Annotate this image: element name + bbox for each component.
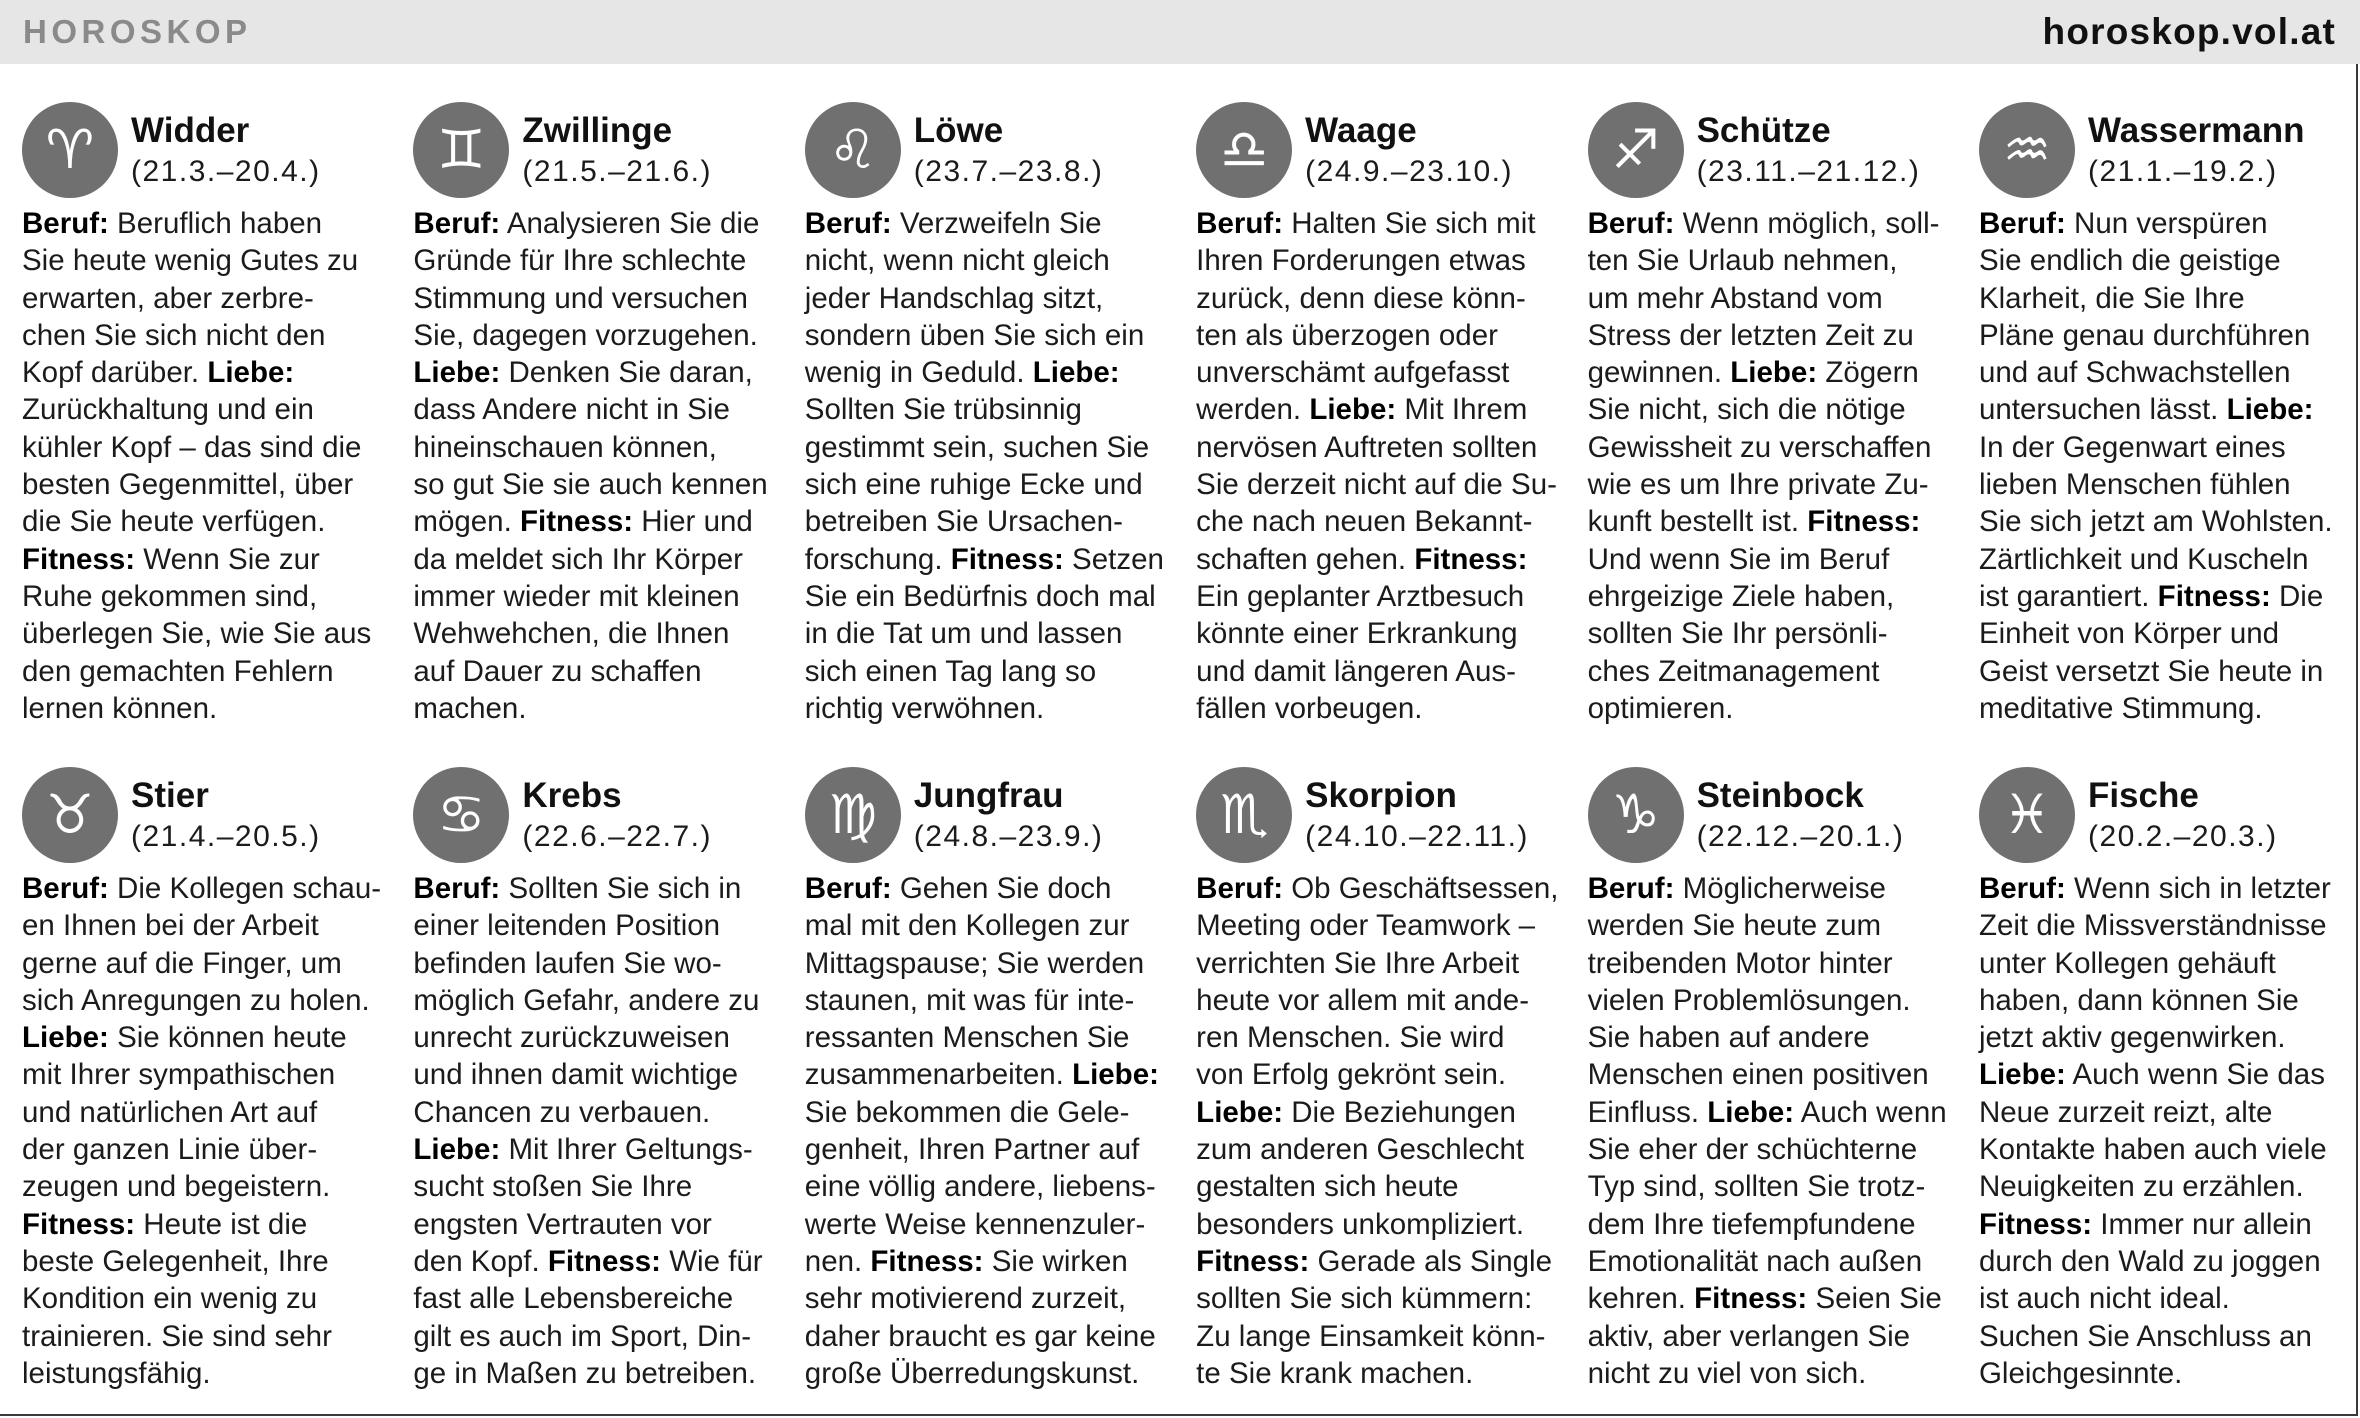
- text-line: fast alle Lebensbereiche: [413, 1282, 734, 1316]
- text-line: In der Gegenwart eines: [1978, 430, 2286, 464]
- label-fitness: Fitness:: [519, 505, 634, 539]
- text-line: Suchen Sie Anschluss an: [1978, 1319, 2312, 1353]
- text-line: Liebe: Auch wenn Sie das: [1978, 1058, 2325, 1092]
- text-line: besonders unkompliziert.: [1196, 1207, 1525, 1241]
- label-fitness: Fitness:: [1414, 542, 1528, 576]
- text-line: ist garantiert. Fitness: Die: [1978, 579, 2324, 613]
- text-line: wie es um Ihre private Zu-: [1587, 468, 1929, 502]
- label-beruf: Beruf:: [804, 207, 892, 240]
- text-line: Sie bekommen die Gele-: [804, 1095, 1130, 1129]
- text-line: haben, dann können Sie: [1978, 983, 2299, 1017]
- text-line: Liebe: Denken Sie daran,: [413, 356, 753, 390]
- text-line: gestalten sich heute: [1196, 1170, 1459, 1204]
- sign-name: Löwe: [913, 111, 1004, 150]
- text-line: gerne auf die Finger, um: [22, 946, 342, 980]
- text-line: ten als überzogen oder: [1196, 318, 1498, 352]
- text-line: Beruf: Wenn möglich, soll-: [1587, 207, 1940, 240]
- sign-name: Wassermann: [2087, 111, 2305, 150]
- text-line: immer wieder mit kleinen: [413, 579, 740, 613]
- label-liebe: Liebe:: [413, 1133, 501, 1167]
- label-fitness: Fitness:: [950, 542, 1064, 576]
- label-liebe: Liebe:: [1978, 1058, 2066, 1092]
- text-line: Kopf darüber. Liebe:: [22, 356, 295, 390]
- text-line: staunen, mit was für inte-: [804, 983, 1135, 1017]
- virgo-icon: ♍: [805, 767, 901, 863]
- label-beruf: Beruf:: [413, 872, 501, 905]
- text-line: verrichten Sie Ihre Arbeit: [1196, 946, 1520, 980]
- label-liebe: Liebe:: [207, 356, 295, 390]
- text-line: beste Gelegenheit, Ihre: [22, 1244, 329, 1278]
- text-line: gilt es auch im Sport, Din-: [413, 1319, 752, 1353]
- text-line: betreiben Sie Ursachen-: [804, 505, 1123, 539]
- text-line: richtig verwöhnen.: [804, 691, 1045, 725]
- text-line: Mittagspause; Sie werden: [804, 946, 1145, 980]
- sign-text: [22, 205, 388, 727]
- text-line: durch den Wald zu joggen: [1978, 1244, 2321, 1278]
- sign-name: Stier: [131, 776, 209, 815]
- text-line: sehr motivierend zurzeit,: [804, 1282, 1127, 1316]
- text-line: Neue zurzeit reizt, alte: [1978, 1095, 2273, 1129]
- text-line: Sie heute wenig Gutes zu: [22, 244, 359, 278]
- text-line: aktiv, aber verlangen Sie: [1587, 1319, 1911, 1353]
- gemini-icon: ♊: [413, 102, 509, 198]
- sign-text: [805, 205, 1171, 727]
- text-line: che nach neuen Bekannt-: [1196, 505, 1533, 539]
- text-line: werte Weise kennenzuler-: [804, 1207, 1146, 1241]
- text-line: Zu lange Einsamkeit könn-: [1196, 1319, 1546, 1353]
- text-line: leistungsfähig.: [22, 1356, 211, 1390]
- text-line: befinden laufen Sie wo-: [413, 946, 722, 980]
- text-line: en Ihnen bei der Arbeit: [22, 909, 319, 943]
- sign-text: [413, 870, 779, 1392]
- text-line: Beruf: Nun verspüren: [1978, 207, 2268, 240]
- text-line: Beruf: Ob Geschäftsessen,: [1196, 872, 1559, 905]
- sign-name: Schütze: [1696, 111, 1831, 150]
- text-line: ches Zeitmanagement: [1587, 654, 1880, 688]
- sign-dates: (21.1.–19.2.): [2087, 155, 2278, 188]
- text-line: Chancen zu verbauen.: [413, 1095, 711, 1129]
- text-line: sucht stoßen Sie Ihre: [413, 1170, 693, 1204]
- label-liebe: Liebe:: [1032, 356, 1120, 390]
- sign-text: [805, 870, 1171, 1392]
- text-line: Zeit die Missverständnisse: [1978, 909, 2327, 943]
- text-line: Beruf: Die Kollegen schau-: [22, 872, 382, 905]
- text-line: ehrgeizige Ziele haben,: [1587, 579, 1895, 613]
- text-line: Gewissheit zu verschaffen: [1587, 430, 1932, 464]
- text-line: machen.: [413, 691, 527, 725]
- text-line: und damit längeren Aus-: [1196, 654, 1516, 688]
- text-line: auf Dauer zu schaffen: [413, 654, 702, 688]
- taurus-icon: ♉: [22, 767, 118, 863]
- site-link[interactable]: horoskop.vol.at: [2042, 11, 2336, 52]
- label-liebe: Liebe:: [413, 356, 501, 390]
- label-fitness: Fitness:: [2157, 579, 2271, 613]
- label-beruf: Beruf:: [804, 872, 892, 905]
- text-line: ten Sie Urlaub nehmen,: [1587, 244, 1898, 278]
- text-line: nicht zu viel von sich.: [1587, 1356, 1867, 1390]
- text-line: daher braucht es gar keine: [804, 1319, 1156, 1353]
- text-line: unrecht zurückzuweisen: [413, 1021, 730, 1055]
- label-beruf: Beruf:: [22, 872, 109, 905]
- text-line: große Überredungskunst.: [804, 1356, 1140, 1390]
- sign-dates: (22.6.–22.7.): [522, 820, 713, 853]
- text-line: chen Sie sich nicht den: [22, 318, 326, 352]
- text-line: sich einen Tag lang so: [804, 654, 1097, 688]
- text-line: in die Tat um und lassen: [804, 617, 1123, 651]
- text-line: möglich Gefahr, andere zu: [413, 983, 760, 1017]
- text-line: Wehwehchen, die Ihnen: [413, 617, 730, 651]
- text-line: Beruf: Beruflich haben: [22, 207, 323, 240]
- label-fitness: Fitness:: [22, 1207, 136, 1241]
- text-line: sondern üben Sie sich ein: [804, 318, 1145, 352]
- text-line: Einheit von Körper und: [1978, 617, 2280, 651]
- libra-icon: ♎: [1196, 102, 1292, 198]
- sign-card-skorpion: [1196, 767, 1587, 1413]
- label-beruf: Beruf:: [1978, 872, 2066, 905]
- text-line: dass Andere nicht in Sie: [413, 393, 730, 427]
- text-line: den gemachten Fehlern: [22, 654, 334, 688]
- label-fitness: Fitness:: [1978, 1207, 2093, 1241]
- text-line: Menschen einen positiven: [1587, 1058, 1929, 1092]
- text-line: Zärtlichkeit und Kuscheln: [1978, 542, 2309, 576]
- text-line: Sie sich jetzt am Wohlsten.: [1978, 505, 2333, 539]
- text-line: Fitness: Gerade als Single: [1196, 1244, 1552, 1278]
- label-beruf: Beruf:: [1587, 872, 1675, 905]
- text-line: Beruf: Gehen Sie doch: [804, 872, 1112, 905]
- sign-text: [22, 870, 388, 1392]
- text-line: Sollten Sie trübsinnig: [804, 393, 1082, 427]
- sagittarius-icon: ♐: [1588, 102, 1684, 198]
- sign-text: [1979, 870, 2345, 1392]
- section-title: HOROSKOP: [23, 13, 252, 50]
- text-line: Sie nicht, sich die nötige: [1587, 393, 1906, 427]
- text-line: Fitness: Immer nur allein: [1978, 1207, 2312, 1241]
- text-line: te Sie krank machen.: [1196, 1356, 1474, 1390]
- scorpio-icon: ♏: [1196, 767, 1292, 863]
- text-line: Ein geplanter Arztbesuch: [1196, 579, 1525, 613]
- sign-card-steinbock: [1588, 767, 1979, 1413]
- text-line: optimieren.: [1587, 691, 1734, 725]
- text-line: Typ sind, sollten Sie trotz-: [1587, 1170, 1926, 1204]
- sign-card-widder: [22, 102, 413, 767]
- label-beruf: Beruf:: [22, 207, 109, 240]
- text-line: Liebe: Die Beziehungen: [1196, 1095, 1516, 1129]
- pisces-icon: ♓: [1979, 767, 2075, 863]
- sign-text: [1588, 205, 1954, 727]
- label-liebe: Liebe:: [2226, 393, 2314, 427]
- aquarius-icon: ♒: [1979, 102, 2075, 198]
- text-line: jetzt aktiv gegenwirken.: [1978, 1021, 2286, 1055]
- sign-card-jungfrau: [805, 767, 1196, 1413]
- text-line: hineinschauen können,: [413, 430, 717, 464]
- sign-dates: (24.8.–23.9.): [913, 820, 1104, 853]
- text-line: sollten Sie sich kümmern:: [1196, 1282, 1533, 1316]
- text-line: gestimmt sein, suchen Sie: [804, 430, 1150, 464]
- text-line: der ganzen Linie über-: [22, 1133, 318, 1167]
- text-line: mal mit den Kollegen zur: [804, 909, 1130, 943]
- text-line: Sie haben auf andere: [1587, 1021, 1870, 1055]
- text-line: Einfluss. Liebe: Auch wenn: [1587, 1095, 1947, 1129]
- text-line: sich eine ruhige Ecke und: [804, 468, 1143, 502]
- sign-dates: (24.10.–22.11.): [1305, 820, 1529, 853]
- sign-name: Jungfrau: [913, 776, 1064, 815]
- text-line: Ihren Forderungen etwas: [1196, 244, 1526, 278]
- text-line: von Erfolg gekrönt sein.: [1196, 1058, 1507, 1092]
- text-line: Geist versetzt Sie heute in: [1978, 654, 2324, 688]
- sign-text: [413, 205, 779, 727]
- text-line: Liebe: Sie können heute: [22, 1021, 347, 1055]
- text-line: ren Menschen. Sie wird: [1196, 1021, 1505, 1055]
- sign-card-zwillinge: [413, 102, 804, 767]
- cancer-icon: ♋: [413, 767, 509, 863]
- sign-dates: (20.2.–20.3.): [2087, 820, 2278, 853]
- sign-card-loewe: [805, 102, 1196, 767]
- sign-dates: (24.9.–23.10.): [1305, 155, 1513, 188]
- sign-card-waage: [1196, 102, 1587, 767]
- text-line: und auf Schwachstellen: [1978, 356, 2291, 390]
- text-line: dem Ihre tiefempfundene: [1587, 1207, 1916, 1241]
- text-line: Stress der letzten Zeit zu: [1587, 318, 1914, 352]
- text-line: Sie, dagegen vorzugehen.: [413, 318, 758, 352]
- text-line: kehren. Fitness: Seien Sie: [1587, 1282, 1942, 1316]
- sign-name: Steinbock: [1696, 776, 1864, 815]
- text-line: erwarten, aber zerbre-: [22, 281, 314, 315]
- text-line: zusammenarbeiten. Liebe:: [804, 1058, 1159, 1092]
- sign-card-schuetze: [1588, 102, 1979, 767]
- text-line: heute vor allem mit ande-: [1196, 983, 1530, 1017]
- frame-border-bottom: [0, 1414, 2358, 1416]
- sign-name: Zwillinge: [522, 111, 673, 150]
- text-line: Fitness: Wenn Sie zur: [22, 542, 320, 576]
- capricorn-icon: ♑: [1588, 767, 1684, 863]
- text-line: nicht, wenn nicht gleich: [804, 244, 1110, 278]
- label-beruf: Beruf:: [1587, 207, 1675, 240]
- label-fitness: Fitness:: [1694, 1282, 1808, 1316]
- sign-name: Fische: [2087, 776, 2199, 815]
- text-line: kühler Kopf – das sind die: [22, 430, 362, 464]
- text-line: zum anderen Geschlecht: [1196, 1133, 1525, 1167]
- text-line: treibenden Motor hinter: [1587, 946, 1893, 980]
- sign-dates: (21.4.–20.5.): [131, 820, 321, 853]
- label-beruf: Beruf:: [1978, 207, 2066, 240]
- text-line: Beruf: Wenn sich in letzter: [1978, 872, 2331, 905]
- text-line: ge in Maßen zu betreiben.: [413, 1356, 757, 1390]
- text-line: Klarheit, die Sie Ihre: [1978, 281, 2245, 315]
- sign-name: Waage: [1305, 111, 1417, 150]
- text-line: nen. Fitness: Sie wirken: [804, 1244, 1128, 1278]
- text-line: engsten Vertrauten vor: [413, 1207, 712, 1241]
- frame-border-right: [2356, 64, 2358, 1416]
- text-line: eine völlig andere, liebens-: [804, 1170, 1156, 1204]
- text-line: Fitness: Heute ist die: [22, 1207, 308, 1241]
- text-line: zeugen und begeistern.: [22, 1170, 331, 1204]
- horoscope-grid: [22, 102, 2349, 1413]
- text-line: ist auch nicht ideal.: [1978, 1282, 2230, 1316]
- text-line: besten Gegenmittel, über: [22, 468, 354, 502]
- label-liebe: Liebe:: [1707, 1095, 1795, 1129]
- text-line: jeder Handschlag sitzt,: [804, 281, 1104, 315]
- text-line: Sie endlich die geistige: [1978, 244, 2281, 278]
- label-liebe: Liebe:: [1072, 1058, 1159, 1092]
- sign-text: [1979, 205, 2345, 727]
- text-line: Beruf: Sollten Sie sich in: [413, 872, 742, 905]
- text-line: ressanten Menschen Sie: [804, 1021, 1130, 1055]
- sign-card-wassermann: [1979, 102, 2349, 767]
- text-line: Beruf: Halten Sie sich mit: [1196, 207, 1536, 240]
- text-line: überlegen Sie, wie Sie aus: [22, 617, 372, 651]
- sign-dates: (23.11.–21.12.): [1696, 155, 1921, 188]
- text-line: Gleichgesinnte.: [1978, 1356, 2183, 1390]
- text-line: lieben Menschen fühlen: [1978, 468, 2291, 502]
- text-line: fällen vorbeugen.: [1196, 691, 1423, 725]
- sign-card-krebs: [413, 767, 804, 1413]
- text-line: vielen Problemlösungen.: [1587, 983, 1911, 1017]
- label-liebe: Liebe:: [1196, 1095, 1284, 1129]
- text-line: Stimmung und versuchen: [413, 281, 748, 315]
- text-line: Beruf: Analysieren Sie die: [413, 207, 760, 240]
- text-line: den Kopf. Fitness: Wie für: [413, 1244, 763, 1278]
- text-line: Sie eher der schüchterne: [1587, 1133, 1918, 1167]
- label-fitness: Fitness:: [870, 1244, 984, 1278]
- text-line: lernen können.: [22, 691, 218, 725]
- label-liebe: Liebe:: [1309, 393, 1397, 427]
- text-line: sollten Sie Ihr persönli-: [1587, 617, 1888, 651]
- text-line: untersuchen lässt. Liebe:: [1978, 393, 2314, 427]
- text-line: werden Sie heute zum: [1587, 909, 1882, 943]
- text-line: und natürlichen Art auf: [22, 1095, 318, 1129]
- text-line: zurück, denn diese könn-: [1196, 281, 1526, 315]
- text-line: da meldet sich Ihr Körper: [413, 542, 743, 576]
- text-line: kunft bestellt ist. Fitness:: [1587, 505, 1921, 539]
- label-liebe: Liebe:: [1730, 356, 1818, 390]
- text-line: wenig in Geduld. Liebe:: [804, 356, 1120, 390]
- text-line: Zurückhaltung und ein: [22, 393, 314, 427]
- text-line: Beruf: Verzweifeln Sie: [804, 207, 1102, 240]
- label-beruf: Beruf:: [413, 207, 501, 240]
- text-line: nervösen Auftreten sollten: [1196, 430, 1538, 464]
- sign-card-fische: [1979, 767, 2349, 1413]
- label-beruf: Beruf:: [1196, 872, 1284, 905]
- text-line: Pläne genau durchführen: [1978, 318, 2311, 352]
- text-line: Liebe: Mit Ihrer Geltungs-: [413, 1133, 753, 1167]
- sign-text: [1196, 870, 1562, 1392]
- label-fitness: Fitness:: [547, 1244, 661, 1278]
- sign-name: Skorpion: [1305, 776, 1457, 815]
- text-line: unverschämt aufgefasst: [1196, 356, 1510, 390]
- sign-text: [1588, 870, 1954, 1392]
- header-bar: [0, 0, 2360, 64]
- label-beruf: Beruf:: [1196, 207, 1284, 240]
- sign-text: [1196, 205, 1562, 727]
- text-line: gewinnen. Liebe: Zögern: [1587, 356, 1919, 390]
- text-line: unter Kollegen gehäuft: [1978, 946, 2276, 980]
- text-line: sich Anregungen zu holen.: [22, 983, 370, 1017]
- text-line: genheit, Ihren Partner auf: [804, 1133, 1140, 1167]
- label-liebe: Liebe:: [22, 1021, 109, 1055]
- label-fitness: Fitness:: [1196, 1244, 1310, 1278]
- sign-dates: (21.3.–20.4.): [131, 155, 321, 188]
- text-line: Kondition ein wenig zu: [22, 1282, 318, 1316]
- text-line: Ruhe gekommen sind,: [22, 579, 318, 613]
- sign-dates: (21.5.–21.6.): [522, 155, 713, 188]
- text-line: Beruf: Möglicherweise: [1587, 872, 1886, 905]
- text-line: die Sie heute verfügen.: [22, 505, 326, 539]
- text-line: schaften gehen. Fitness:: [1196, 542, 1528, 576]
- sign-name: Widder: [131, 111, 250, 150]
- text-line: werden. Liebe: Mit Ihrem: [1196, 393, 1528, 427]
- sign-dates: (23.7.–23.8.): [913, 155, 1104, 188]
- sign-dates: (22.12.–20.1.): [1696, 820, 1905, 853]
- label-fitness: Fitness:: [1807, 505, 1921, 539]
- text-line: einer leitenden Position: [413, 909, 721, 943]
- text-line: Sie ein Bedürfnis doch mal: [804, 579, 1156, 613]
- text-line: Sie derzeit nicht auf die Su-: [1196, 468, 1557, 502]
- text-line: um mehr Abstand vom: [1587, 281, 1883, 315]
- text-line: trainieren. Sie sind sehr: [22, 1319, 332, 1353]
- text-line: Meeting oder Teamwork –: [1196, 909, 1536, 943]
- text-line: mit Ihrer sympathischen: [22, 1058, 336, 1092]
- sign-name: Krebs: [522, 776, 622, 815]
- leo-icon: ♌: [805, 102, 901, 198]
- text-line: Und wenn Sie im Beruf: [1587, 542, 1890, 576]
- text-line: könnte einer Erkrankung: [1196, 617, 1518, 651]
- text-line: so gut Sie sie auch kennen: [413, 468, 768, 502]
- text-line: Kontakte haben auch viele: [1978, 1133, 2327, 1167]
- text-line: und ihnen damit wichtige: [413, 1058, 739, 1092]
- text-line: mögen. Fitness: Hier und: [413, 505, 753, 539]
- text-line: meditative Stimmung.: [1978, 691, 2263, 725]
- text-line: Neuigkeiten zu erzählen.: [1978, 1170, 2304, 1204]
- label-fitness: Fitness:: [22, 542, 136, 576]
- sign-card-stier: [22, 767, 413, 1413]
- aries-icon: ♈: [22, 102, 118, 198]
- text-line: Gründe für Ihre schlechte: [413, 244, 747, 278]
- text-line: Emotionalität nach außen: [1587, 1244, 1923, 1278]
- text-line: forschung. Fitness: Setzen: [804, 542, 1164, 576]
